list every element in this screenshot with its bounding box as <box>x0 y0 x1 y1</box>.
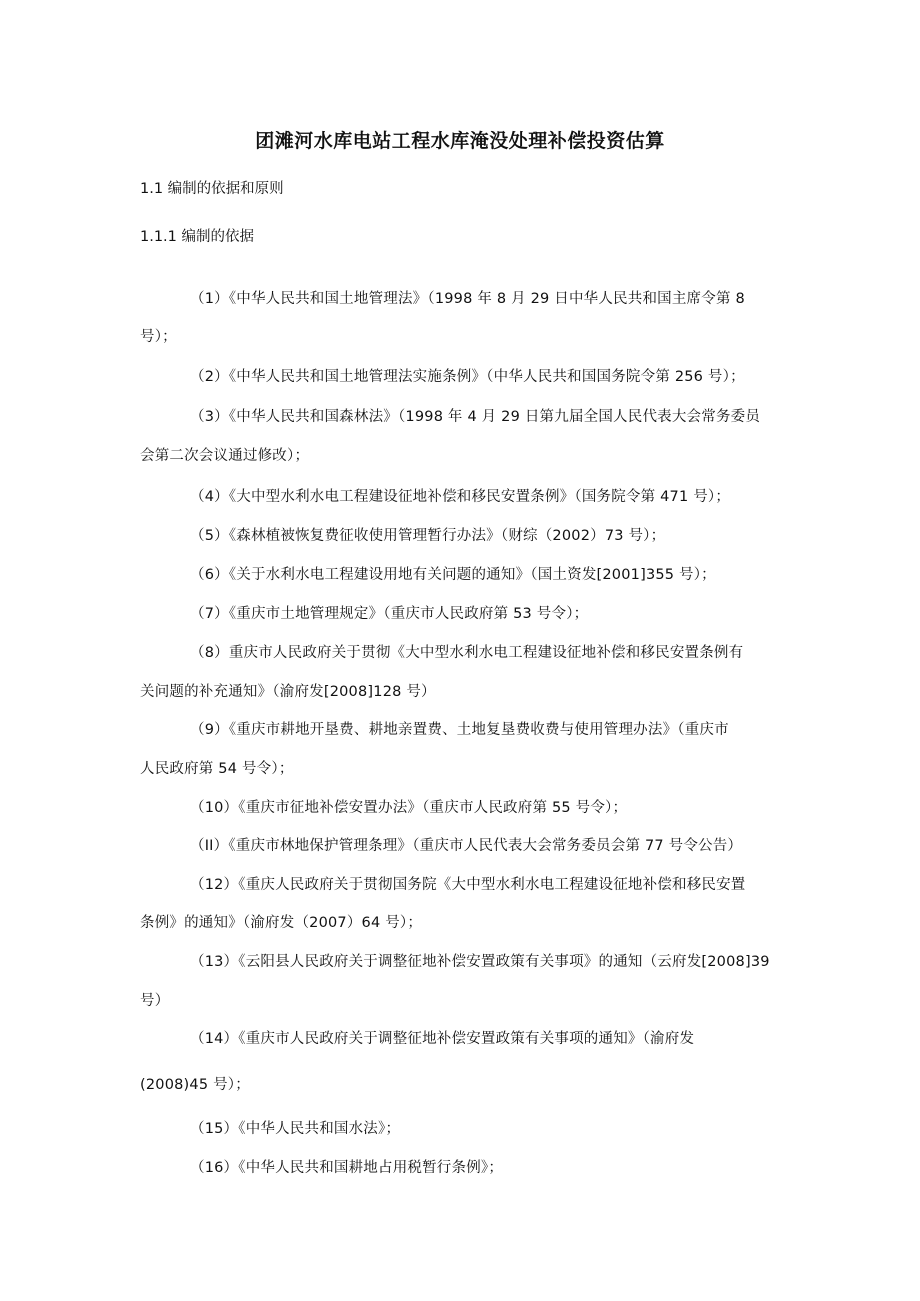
item-3-line-1: （3）《中华人民共和国森林法》（1998 年 4 月 29 日第九届全国人民代表大会常务委员 <box>190 409 761 425</box>
item-5: （5）《森林植被恢复费征收使用管理暂行办法》（财综（2002）73 号）； <box>190 528 666 544</box>
item-10: （10）《重庆市征地补偿安置办法》（重庆市人民政府第 55 号令）； <box>190 800 628 816</box>
item-13-line-2: 号） <box>140 993 170 1009</box>
item-7: （7）《重庆市土地管理规定》（重庆市人民政府第 53 号令）； <box>190 606 589 622</box>
item-4: （4）《大中型水利水电工程建设征地补偿和移民安置条例》（国务院令第 471 号）； <box>190 489 731 505</box>
item-12-line-1: （12）《重庆人民政府关于贯彻国务院《大中型水利水电工程建设征地补偿和移民安置 <box>190 877 746 893</box>
document-title: 团滩河水库电站工程水库淹没处理补偿投资估算 <box>255 130 665 152</box>
item-14-line-1: （14）《重庆市人民政府关于调整征地补偿安置政策有关事项的通知》（渝府发 <box>190 1031 695 1047</box>
item-9-line-2: 人民政府第 54 号令）； <box>140 761 294 777</box>
item-12-line-2: 条例》的通知》（渝府发（2007）64 号）； <box>140 915 423 931</box>
item-8-line-2: 关问题的补充通知》（渝府发[2008]128 号） <box>140 684 436 700</box>
item-3-line-2: 会第二次会议通过修改）； <box>140 448 310 464</box>
item-13-line-1: （13）《云阳县人民政府关于调整征地补偿安置政策有关事项》的通知（云府发[2008]39 <box>190 954 770 970</box>
item-16: （16）《中华人民共和国耕地占用税暂行条例》； <box>190 1160 504 1176</box>
item-6: （6）《关于水利水电工程建设用地有关问题的通知》（国土资发[2001]355 号）； <box>190 567 716 583</box>
item-1-line-1: （1）《中华人民共和国土地管理法》（1998 年 8 月 29 日中华人民共和国主席令第 8 <box>190 291 745 307</box>
item-15: （15）《中华人民共和国水法》； <box>190 1121 401 1137</box>
section-heading: 1.1 编制的依据和原则 <box>140 181 284 197</box>
item-8-line-1: （8）重庆市人民政府关于贯彻《大中型水利水电工程建设征地补偿和移民安置条例有 <box>190 645 744 661</box>
subsection-heading: 1.1.1 编制的依据 <box>140 229 255 245</box>
item-2: （2）《中华人民共和国土地管理法实施条例》（中华人民共和国国务院令第 256 号）； <box>190 369 745 385</box>
item-14-line-2: (2008)45 号）； <box>140 1077 250 1093</box>
item-11: （II）《重庆市林地保护管理条理》（重庆市人民代表大会常务委员会第 77 号令公告） <box>190 838 743 854</box>
item-9-line-1: （9）《重庆市耕地开垦费、耕地亲置费、土地复垦费收费与使用管理办法》（重庆市 <box>190 722 729 738</box>
item-1-line-2: 号）； <box>140 329 177 345</box>
